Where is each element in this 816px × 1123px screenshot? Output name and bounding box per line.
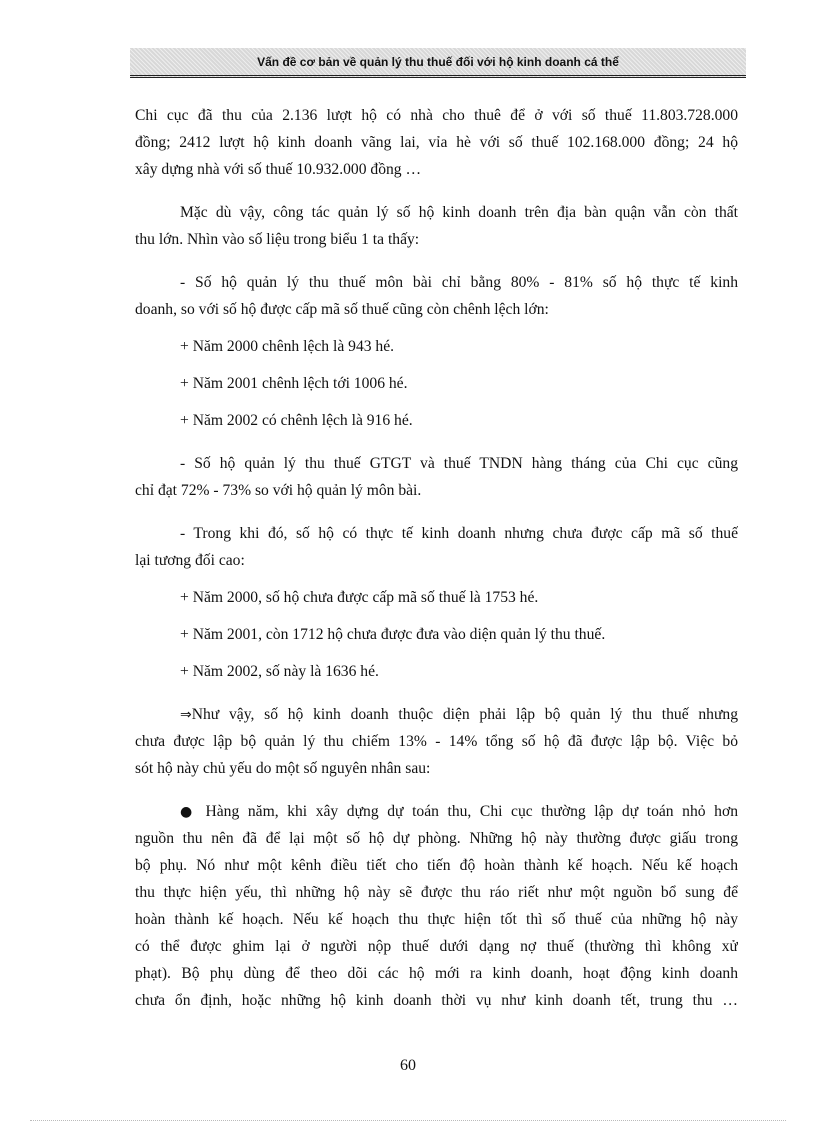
list-item: + Năm 2000 chênh lệch là 943 hé. xyxy=(180,338,395,355)
text-line: chưa được lập bộ quản lý thu chiếm 13% - 14% tổng số hộ đã được lập bộ. Việc bỏ xyxy=(135,733,738,750)
list-2000-2002-differences xyxy=(135,333,738,434)
paragraph-1 xyxy=(135,102,738,183)
text-line: lại tương đối cao: xyxy=(135,552,245,569)
text-line: Mặc dù vậy, công tác quản lý số hộ kinh doanh trên địa bàn quận vẫn còn thất xyxy=(180,204,738,221)
page-header-banner xyxy=(130,48,746,78)
page-body xyxy=(135,102,738,1014)
text-line: - Số hộ quản lý thu thuế GTGT và thuế TNDN hàng tháng của Chi cục cũng xyxy=(180,455,738,472)
text-line: sót hộ này chủ yếu do một số nguyên nhân sau: xyxy=(135,760,431,777)
paragraph-5 xyxy=(135,520,738,574)
text-line: Chi cục đã thu của 2.136 lượt hộ có nhà cho thuê để ở với số thuế 11.803.728.000 xyxy=(135,107,738,124)
text-line: chỉ đạt 72% - 73% so với hộ quản lý môn bài. xyxy=(135,482,422,499)
list-unregistered-households xyxy=(135,584,738,685)
paragraph-4 xyxy=(135,450,738,504)
text-line: ● Hàng năm, khi xây dựng dự toán thu, Chi cục thường lập dự toán nhỏ hơn xyxy=(180,803,738,820)
page-bottom-rule xyxy=(30,1120,786,1121)
bullet-icon: ● xyxy=(180,804,197,820)
text-line: doanh, so với số hộ được cấp mã số thuế cũng còn chênh lệch lớn: xyxy=(135,301,549,318)
page-number: 60 xyxy=(400,1057,416,1074)
list-item: + Năm 2002, số này là 1636 hé. xyxy=(180,663,379,680)
paragraph-6 xyxy=(135,701,738,782)
text-line: hoàn thành kế hoạch. Nếu kế hoạch thu thực hiện tốt thì số thuế của những hộ này xyxy=(135,911,738,928)
text-line: ⇒Như vậy, số hộ kinh doanh thuộc diện phải lập bộ quản lý thu thuế nhưng xyxy=(180,706,738,723)
list-item: + Năm 2000, số hộ chưa được cấp mã số thuế là 1753 hé. xyxy=(180,589,539,606)
text-line: phạt). Bộ phụ dùng để theo dõi các hộ mới ra kinh doanh, hoạt động kinh doanh xyxy=(135,965,738,982)
paragraph-3 xyxy=(135,269,738,323)
text-line: - Trong khi đó, số hộ có thực tế kinh doanh nhưng chưa được cấp mã số thuế xyxy=(180,525,738,542)
text-line: thu thực hiện yếu, thì những hộ này sẽ được thu ráo riết như một nguồn bổ sung để xyxy=(135,884,738,901)
implies-arrow-icon: ⇒ xyxy=(180,707,192,723)
text-line: bộ phụ. Nó như một kênh điều tiết cho tiến độ hoàn thành kế hoạch. Nếu kế hoạch xyxy=(135,857,738,874)
list-item: + Năm 2002 có chênh lệch là 916 hé. xyxy=(180,412,413,429)
text-line: xây dựng nhà với số thuế 10.932.000 đồng … xyxy=(135,161,422,178)
text-line: nguồn thu nên đã để lại một số hộ dự phòng. Những hộ này thường được giấu trong xyxy=(135,830,738,847)
paragraph-2 xyxy=(135,199,738,253)
paragraph-7 xyxy=(135,798,738,1014)
text-line: - Số hộ quản lý thu thuế môn bài chỉ bằng 80% - 81% số hộ thực tế kinh xyxy=(180,274,738,291)
header-title: Vấn đề cơ bản về quản lý thu thuế đối với hộ kinh doanh cá thể xyxy=(257,55,619,69)
list-item: + Năm 2001 chênh lệch tới 1006 hé. xyxy=(180,375,408,392)
text-line: thu lớn. Nhìn vào số liệu trong biểu 1 ta thấy: xyxy=(135,231,420,248)
text-line: có thể được ghim lại ở người nộp thuế dưới dạng nợ thuế (thường thì không xử xyxy=(135,938,738,955)
list-item: + Năm 2001, còn 1712 hộ chưa được đưa vào diện quản lý thu thuế. xyxy=(180,626,606,643)
text-line: chưa ổn định, hoặc những hộ kinh doanh thời vụ như kinh doanh tết, trung thu … xyxy=(135,992,738,1009)
text-line: đồng; 2412 lượt hộ kinh doanh vãng lai, vỉa hè với số thuế 102.168.000 đồng; 24 hộ xyxy=(135,134,738,151)
